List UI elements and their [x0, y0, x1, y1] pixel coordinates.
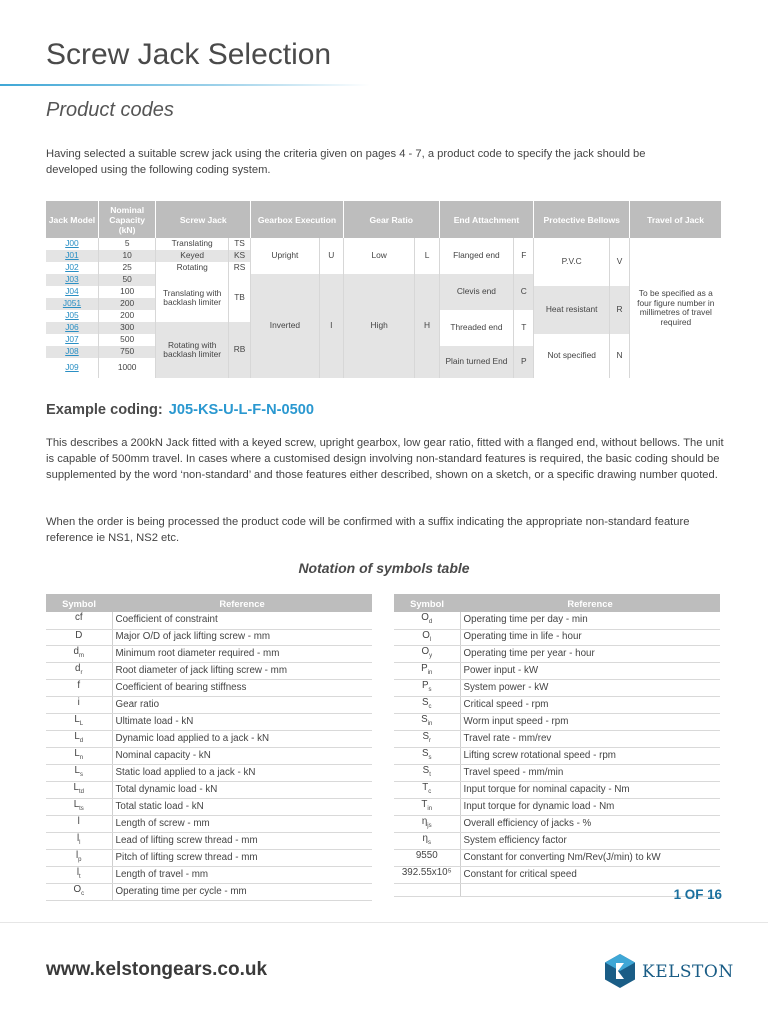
symbol-cell [46, 714, 112, 731]
model-link[interactable]: J05 [65, 310, 79, 321]
model-link[interactable]: J03 [65, 274, 79, 285]
symbol-cell [394, 629, 460, 646]
symbol-row [394, 646, 720, 663]
symbol-subscript: p [78, 856, 82, 863]
bellows-code: N [609, 334, 629, 378]
symbol-cell [394, 714, 460, 731]
symbol-text: P [421, 680, 429, 692]
symbol-subscript: in [427, 805, 433, 812]
reference-cell: Power input - kW [460, 663, 720, 680]
symbol-text: d [73, 646, 79, 658]
screw-code: TB [228, 274, 250, 322]
symbol-row [46, 629, 372, 646]
symbols-table-left [46, 594, 372, 901]
symbol-row [394, 680, 720, 697]
symbol-row [46, 815, 372, 832]
header-symbol: Symbol [394, 594, 460, 612]
symbol-row [394, 663, 720, 680]
reference-cell: Static load applied to a jack - kN [112, 765, 372, 782]
header-nominal-capacity: Nominal Capacity (kN) [98, 201, 155, 238]
symbols-header [394, 594, 720, 612]
reference-cell: Critical speed - rpm [460, 697, 720, 714]
symbol-text: l [76, 866, 79, 878]
symbol-cell [394, 697, 460, 714]
capacity-cell: 200 [98, 298, 155, 310]
header-gear-ratio: Gear Ratio [343, 201, 439, 238]
header-end-attachment: End Attachment [439, 201, 534, 238]
end-label: Threaded end [439, 310, 514, 346]
symbol-subscript: d [79, 738, 84, 745]
model-link[interactable]: J04 [65, 286, 79, 297]
symbol-cell [46, 883, 112, 900]
symbol-row [46, 748, 372, 765]
product-code-table [46, 201, 722, 378]
reference-cell: Total static load - kN [112, 799, 372, 816]
ratio-label: High [343, 274, 415, 378]
symbol-row [394, 815, 720, 832]
ratio-label: Low [343, 238, 415, 274]
symbol-row [394, 849, 720, 866]
symbol-row [394, 782, 720, 799]
reference-cell: Length of screw - mm [112, 815, 372, 832]
end-label: Clevis end [439, 274, 514, 310]
screw-label: Translating [156, 238, 229, 250]
bellows-label: Not specified [534, 334, 610, 378]
capacity-cell: 200 [98, 310, 155, 322]
symbol-cell [46, 697, 112, 714]
end-label: Flanged end [439, 238, 514, 274]
symbol-text: S [421, 714, 428, 726]
model-link[interactable]: J00 [65, 238, 79, 249]
ratio-code: H [415, 274, 439, 378]
symbol-cell [46, 663, 112, 680]
reference-cell: Travel rate - mm/rev [460, 731, 720, 748]
symbol-subscript: y [429, 653, 433, 660]
symbol-subscript: c [428, 789, 432, 796]
symbol-subscript: t [79, 873, 81, 880]
travel-note: To be specified as a four figure number in millimetres of travel required [630, 238, 722, 378]
symbol-row [46, 714, 372, 731]
symbol-text: i [77, 697, 80, 709]
symbol-cell [394, 646, 460, 663]
symbol-row [394, 697, 720, 714]
reference-cell: Constant for critical speed [460, 866, 720, 883]
gearbox-label: Upright [251, 238, 320, 274]
symbol-subscript: in [427, 670, 433, 677]
symbol-text: l [77, 815, 80, 827]
symbol-subscript: l [429, 636, 432, 643]
end-code: T [514, 310, 534, 346]
symbol-row [394, 883, 720, 896]
gearbox-code: I [319, 274, 343, 378]
symbol-cell [394, 782, 460, 799]
symbol-cell [394, 849, 460, 866]
reference-cell: Worm input speed - rpm [460, 714, 720, 731]
symbol-row [46, 612, 372, 629]
symbol-text: η [421, 815, 428, 827]
symbol-row [46, 866, 372, 883]
symbol-subscript: td [78, 789, 84, 796]
gearbox-label: Inverted [251, 274, 320, 378]
page-number: 1 OF 16 [673, 887, 722, 902]
symbol-row [394, 799, 720, 816]
symbol-text: S [422, 731, 430, 743]
intro-paragraph: Having selected a suitable screw jack using the criteria given on pages 4 - 7, a product code to specify the jack should be developed using the following coding system. [46, 148, 646, 176]
bellows-label: Heat resistant [534, 286, 610, 334]
capacity-cell: 25 [98, 262, 155, 274]
symbol-row [394, 714, 720, 731]
reference-cell: Dynamic load applied to a jack - kN [112, 731, 372, 748]
symbol-subscript: n [79, 755, 84, 762]
symbol-cell [46, 612, 112, 629]
symbol-text: f [77, 680, 81, 692]
symbol-cell [394, 832, 460, 849]
symbol-text: L [73, 799, 80, 811]
reference-cell: Length of travel - mm [112, 866, 372, 883]
symbol-subscript: c [428, 704, 432, 711]
reference-cell: Input torque for nominal capacity - Nm [460, 782, 720, 799]
symbol-row [46, 799, 372, 816]
symbol-subscript: d [428, 619, 433, 626]
header-gearbox: Gearbox Execution [251, 201, 344, 238]
symbol-row [394, 866, 720, 883]
symbol-subscript: r [80, 670, 83, 677]
screw-label: Rotating [156, 262, 229, 274]
symbol-subscript: s [427, 839, 431, 846]
header-travel: Travel of Jack [630, 201, 722, 238]
example-coding [46, 402, 314, 418]
header-symbol: Symbol [46, 594, 112, 612]
symbol-text: η [422, 832, 428, 844]
symbol-text: S [422, 765, 430, 777]
reference-cell: Lead of lifting screw thread - mm [112, 832, 372, 849]
model-link[interactable]: J01 [65, 250, 79, 261]
bellows-code: R [609, 286, 629, 334]
symbols-header [46, 594, 372, 612]
end-code: F [514, 238, 534, 274]
symbol-row [46, 883, 372, 900]
symbol-cell [394, 748, 460, 765]
symbol-row [46, 680, 372, 697]
header-jack-model: Jack Model [46, 201, 98, 238]
bellows-code: V [609, 238, 629, 286]
symbol-cell [394, 680, 460, 697]
screw-label: Rotating with backlash limiter [156, 322, 229, 378]
ratio-code: L [415, 238, 439, 274]
symbol-cell [394, 731, 460, 748]
model-link[interactable]: J07 [65, 334, 79, 345]
screw-label: Translating with backlash limiter [156, 274, 229, 322]
symbol-subscript: t [429, 772, 431, 779]
reference-cell: Nominal capacity - kN [112, 748, 372, 765]
kelston-logo [602, 953, 734, 989]
symbol-subscript: L [79, 721, 84, 728]
symbol-cell [394, 765, 460, 782]
symbol-text: L [74, 765, 80, 777]
symbol-text: d [75, 663, 81, 675]
model-link[interactable]: J06 [65, 322, 79, 333]
symbol-cell [394, 866, 460, 883]
symbol-row [46, 765, 372, 782]
reference-cell: Constant for converting Nm/Rev(J/min) to kW [460, 849, 720, 866]
symbol-text: 392.55x10⁵ [401, 866, 452, 878]
symbol-cell [46, 849, 112, 866]
symbol-text: l [75, 849, 79, 861]
reference-cell: System efficiency factor [460, 832, 720, 849]
website-link[interactable]: www.kelstongears.co.uk [46, 959, 268, 980]
screw-code: RB [228, 322, 250, 378]
reference-cell: Gear ratio [112, 697, 372, 714]
symbol-row [394, 765, 720, 782]
logo-wordmark: KELSTON [642, 962, 734, 982]
symbol-row [46, 849, 372, 866]
symbol-row [46, 697, 372, 714]
reference-cell: Major O/D of jack lifting screw - mm [112, 629, 372, 646]
symbol-text: S [421, 748, 429, 760]
model-link[interactable]: J051 [62, 298, 82, 309]
reference-cell: Coefficient of bearing stiffness [112, 680, 372, 697]
footer-divider [0, 922, 768, 923]
bellows-label: P.V.C [534, 238, 610, 286]
symbol-text: O [421, 612, 429, 624]
gearbox-code: U [319, 238, 343, 274]
model-link[interactable]: J09 [65, 362, 79, 373]
symbol-subscript: s [428, 687, 432, 694]
symbol-text: l [76, 832, 80, 844]
model-link[interactable]: J02 [65, 262, 79, 273]
symbol-row [46, 782, 372, 799]
capacity-cell: 5 [98, 238, 155, 250]
symbol-cell [46, 832, 112, 849]
symbol-subscript: m [78, 653, 84, 660]
symbol-cell [46, 866, 112, 883]
symbol-subscript: ts [79, 805, 84, 812]
reference-cell: Operating time per day - min [460, 612, 720, 629]
example-label: Example coding: [46, 402, 163, 418]
symbol-subscript: s [428, 755, 432, 762]
reference-cell: Travel speed - mm/min [460, 765, 720, 782]
symbol-text: L [73, 782, 79, 794]
symbol-subscript: in [427, 721, 433, 728]
symbol-row [46, 832, 372, 849]
header-bellows: Protective Bellows [534, 201, 630, 238]
reference-cell: Root diameter of jack lifting screw - mm [112, 663, 372, 680]
reference-cell: Operating time in life - hour [460, 629, 720, 646]
symbol-text: T [421, 799, 428, 811]
capacity-cell: 300 [98, 322, 155, 334]
symbol-text: L [74, 714, 80, 726]
symbol-cell [46, 680, 112, 697]
reference-cell: Input torque for dynamic load - Nm [460, 799, 720, 816]
symbol-row [46, 663, 372, 680]
symbol-cell [46, 799, 112, 816]
symbol-cell [46, 782, 112, 799]
symbol-text: O [421, 646, 430, 658]
notation-title: Notation of symbols table [298, 560, 470, 576]
screw-code: RS [228, 262, 250, 274]
symbol-cell [394, 663, 460, 680]
page-subtitle: Product codes [46, 99, 174, 121]
symbol-text: L [74, 731, 80, 743]
symbol-subscript: s [79, 772, 83, 779]
reference-cell: System power - kW [460, 680, 720, 697]
symbol-cell [394, 799, 460, 816]
description-paragraph: This describes a 200kN Jack fitted with a keyed screw, upright gearbox, low gear ratio, fitted with a flanged end, without bellows. The unit is capable of 500mm travel. In cases where a customised design involving non-standard features is required, the basic coding should be supplemented by the word ‘non-standard’ and those features either described, shown on a sketch, or a specific drawing number quoted. [46, 437, 724, 481]
kelston-logo-icon [602, 953, 638, 989]
symbol-cell [46, 646, 112, 663]
title-divider [0, 84, 370, 86]
symbol-row [394, 748, 720, 765]
capacity-cell: 50 [98, 274, 155, 286]
symbol-cell [394, 883, 460, 896]
symbol-subscript: js [427, 822, 432, 829]
reference-cell: Lifting screw rotational speed - rpm [460, 748, 720, 765]
symbol-cell [46, 629, 112, 646]
symbol-text: O [422, 629, 430, 641]
symbol-text: T [422, 782, 429, 794]
symbol-cell [46, 748, 112, 765]
reference-cell: Ultimate load - kN [112, 714, 372, 731]
capacity-cell: 1000 [98, 358, 155, 378]
reference-cell: Overall efficiency of jacks - % [460, 815, 720, 832]
symbol-cell [394, 815, 460, 832]
capacity-cell: 750 [98, 346, 155, 358]
header-screw-jack: Screw Jack [156, 201, 251, 238]
symbol-text: P [421, 663, 428, 675]
reference-cell: Operating time per cycle - mm [112, 883, 372, 900]
reference-cell: Minimum root diameter required - mm [112, 646, 372, 663]
symbol-row [394, 731, 720, 748]
screw-code: KS [228, 250, 250, 262]
symbol-cell [46, 815, 112, 832]
symbol-row [394, 832, 720, 849]
symbol-subscript: c [81, 890, 85, 897]
reference-cell: Coefficient of constraint [112, 612, 372, 629]
end-label: Plain turned End [439, 346, 514, 378]
screw-label: Keyed [156, 250, 229, 262]
symbol-row [394, 612, 720, 629]
end-code: C [514, 274, 534, 310]
page-title: Screw Jack Selection [46, 38, 332, 71]
symbol-row [394, 629, 720, 646]
symbol-text: O [73, 883, 82, 895]
reference-cell: Total dynamic load - kN [112, 782, 372, 799]
order-note-paragraph: When the order is being processed the product code will be confirmed with a suffix indicating the appropriate non-standard feature reference ie NS1, NS2 etc. [46, 516, 690, 544]
symbol-text: S [421, 697, 429, 709]
symbol-row [46, 646, 372, 663]
symbol-text: D [75, 629, 83, 641]
symbol-cell [46, 765, 112, 782]
reference-cell: Operating time per year - hour [460, 646, 720, 663]
symbol-cell [46, 731, 112, 748]
capacity-cell: 100 [98, 286, 155, 298]
code-table-header [46, 201, 722, 238]
symbol-text: cf [74, 612, 83, 624]
end-code: P [514, 346, 534, 378]
screw-code: TS [228, 238, 250, 250]
symbol-text: L [74, 748, 80, 760]
symbols-table-right [394, 594, 720, 897]
capacity-cell: 500 [98, 334, 155, 346]
model-link[interactable]: J08 [65, 346, 79, 357]
symbol-row [46, 731, 372, 748]
example-code: J05-KS-U-L-F-N-0500 [168, 402, 314, 418]
symbol-subscript: l [79, 839, 81, 846]
header-reference: Reference [460, 594, 720, 612]
symbol-subscript: r [429, 738, 432, 745]
table-row [46, 238, 722, 250]
reference-cell: Pitch of lifting screw thread - mm [112, 849, 372, 866]
header-reference: Reference [112, 594, 372, 612]
symbol-text: 9550 [415, 849, 438, 861]
symbol-cell [394, 612, 460, 629]
capacity-cell: 10 [98, 250, 155, 262]
